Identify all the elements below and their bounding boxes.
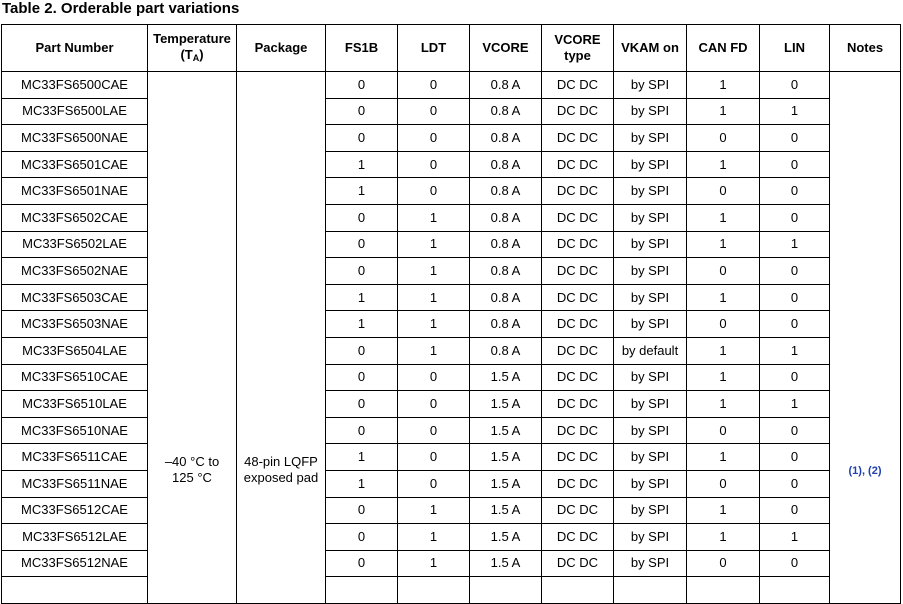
table-body <box>2 72 901 604</box>
part-number-cell: MC33FS6502NAE <box>2 258 148 285</box>
lin-cell: 0 <box>760 258 830 285</box>
canfd-cell: 1 <box>687 204 760 231</box>
part-number-cell: MC33FS6512NAE <box>2 550 148 577</box>
empty-cell <box>614 577 687 604</box>
temperature-range-cell <box>148 72 237 604</box>
vcore-cell: 0.8 A <box>470 258 542 285</box>
ldt-cell: 0 <box>398 417 470 444</box>
lin-cell: 0 <box>760 311 830 338</box>
canfd-cell: 0 <box>687 470 760 497</box>
vkam-cell: by SPI <box>614 178 687 205</box>
vcore-type-cell: DC DC <box>542 151 614 178</box>
vcore-type-cell: DC DC <box>542 470 614 497</box>
header-vcore-type-line2: type <box>564 48 591 63</box>
canfd-cell: 1 <box>687 364 760 391</box>
header-temperature <box>148 25 237 72</box>
table-row-partial <box>2 577 901 604</box>
vcore-type-cell: DC DC <box>542 231 614 258</box>
vcore-cell: 0.8 A <box>470 284 542 311</box>
empty-cell <box>687 577 760 604</box>
vcore-type-cell: DC DC <box>542 178 614 205</box>
vcore-cell: 1.5 A <box>470 391 542 418</box>
lin-cell: 1 <box>760 337 830 364</box>
vcore-cell: 1.5 A <box>470 524 542 551</box>
lin-cell: 0 <box>760 417 830 444</box>
vkam-cell: by SPI <box>614 497 687 524</box>
ldt-cell: 1 <box>398 204 470 231</box>
table-row <box>2 284 901 311</box>
vkam-cell: by SPI <box>614 284 687 311</box>
table-row <box>2 417 901 444</box>
vcore-cell: 1.5 A <box>470 417 542 444</box>
lin-cell: 1 <box>760 524 830 551</box>
ldt-cell: 0 <box>398 391 470 418</box>
fs1b-cell: 0 <box>326 417 398 444</box>
ldt-cell: 1 <box>398 258 470 285</box>
package-line1: 48-pin LQFP <box>244 454 318 469</box>
vkam-cell: by SPI <box>614 470 687 497</box>
vcore-cell: 0.8 A <box>470 311 542 338</box>
table-caption: Table 2. Orderable part variations <box>2 0 240 17</box>
orderable-parts-table <box>1 24 901 604</box>
lin-cell: 0 <box>760 284 830 311</box>
lin-cell: 0 <box>760 550 830 577</box>
fs1b-cell: 0 <box>326 72 398 99</box>
part-number-cell: MC33FS6502CAE <box>2 204 148 231</box>
part-number-cell: MC33FS6510NAE <box>2 417 148 444</box>
lin-cell: 0 <box>760 151 830 178</box>
vcore-cell: 0.8 A <box>470 204 542 231</box>
vkam-cell: by SPI <box>614 311 687 338</box>
notes-cell <box>830 72 901 604</box>
ldt-cell: 0 <box>398 125 470 152</box>
part-number-cell: MC33FS6503NAE <box>2 311 148 338</box>
canfd-cell: 1 <box>687 98 760 125</box>
table-row <box>2 258 901 285</box>
vkam-cell: by SPI <box>614 204 687 231</box>
fs1b-cell: 0 <box>326 364 398 391</box>
vcore-cell: 1.5 A <box>470 497 542 524</box>
vcore-cell: 0.8 A <box>470 337 542 364</box>
canfd-cell: 0 <box>687 125 760 152</box>
ldt-cell: 0 <box>398 364 470 391</box>
vcore-type-cell: DC DC <box>542 337 614 364</box>
vkam-cell: by SPI <box>614 258 687 285</box>
table-row <box>2 391 901 418</box>
vkam-cell: by SPI <box>614 72 687 99</box>
lin-cell: 1 <box>760 231 830 258</box>
vkam-cell: by SPI <box>614 151 687 178</box>
fs1b-cell: 1 <box>326 444 398 471</box>
ldt-cell: 1 <box>398 550 470 577</box>
vcore-type-cell: DC DC <box>542 497 614 524</box>
fs1b-cell: 0 <box>326 337 398 364</box>
ldt-cell: 0 <box>398 178 470 205</box>
vkam-cell: by SPI <box>614 125 687 152</box>
ldt-cell: 0 <box>398 444 470 471</box>
canfd-cell: 0 <box>687 417 760 444</box>
header-vkam: VKAM on <box>614 25 687 72</box>
header-temperature-symbol: (T <box>180 46 193 62</box>
vcore-cell: 0.8 A <box>470 151 542 178</box>
vcore-type-cell: DC DC <box>542 550 614 577</box>
part-number-cell: MC33FS6511NAE <box>2 470 148 497</box>
fs1b-cell: 0 <box>326 258 398 285</box>
fs1b-cell: 1 <box>326 311 398 338</box>
canfd-cell: 1 <box>687 524 760 551</box>
lin-cell: 1 <box>760 98 830 125</box>
ldt-cell: 1 <box>398 284 470 311</box>
fs1b-cell: 1 <box>326 178 398 205</box>
part-number-cell: MC33FS6500CAE <box>2 72 148 99</box>
part-number-cell: MC33FS6510CAE <box>2 364 148 391</box>
ldt-cell: 0 <box>398 151 470 178</box>
vcore-type-cell: DC DC <box>542 204 614 231</box>
ldt-cell: 0 <box>398 470 470 497</box>
lin-cell: 0 <box>760 204 830 231</box>
vcore-cell: 1.5 A <box>470 444 542 471</box>
empty-cell <box>542 577 614 604</box>
vcore-type-cell: DC DC <box>542 417 614 444</box>
header-vcore-type-line1: VCORE <box>554 32 601 47</box>
table-row <box>2 72 901 99</box>
header-temperature-label: Temperature <box>153 30 231 46</box>
header-temperature-subscript: A <box>192 52 200 63</box>
fs1b-cell: 1 <box>326 284 398 311</box>
canfd-cell: 1 <box>687 391 760 418</box>
vkam-cell: by SPI <box>614 391 687 418</box>
canfd-cell: 1 <box>687 337 760 364</box>
vkam-cell: by SPI <box>614 444 687 471</box>
package-cell <box>237 72 326 604</box>
vcore-type-cell: DC DC <box>542 72 614 99</box>
ldt-cell: 1 <box>398 231 470 258</box>
vcore-type-cell: DC DC <box>542 311 614 338</box>
fs1b-cell: 1 <box>326 470 398 497</box>
empty-cell <box>470 577 542 604</box>
fs1b-cell: 0 <box>326 125 398 152</box>
lin-cell: 0 <box>760 125 830 152</box>
vcore-type-cell: DC DC <box>542 391 614 418</box>
part-number-cell: MC33FS6501NAE <box>2 178 148 205</box>
lin-cell: 1 <box>760 391 830 418</box>
table-row <box>2 524 901 551</box>
header-fs1b: FS1B <box>326 25 398 72</box>
fs1b-cell: 0 <box>326 231 398 258</box>
part-number-cell: MC33FS6502LAE <box>2 231 148 258</box>
fs1b-cell: 0 <box>326 524 398 551</box>
vkam-cell: by SPI <box>614 231 687 258</box>
ldt-cell: 0 <box>398 98 470 125</box>
table-row <box>2 364 901 391</box>
ldt-cell: 1 <box>398 337 470 364</box>
vcore-type-cell: DC DC <box>542 125 614 152</box>
table-row <box>2 497 901 524</box>
canfd-cell: 0 <box>687 178 760 205</box>
fs1b-cell: 0 <box>326 497 398 524</box>
vkam-cell: by SPI <box>614 98 687 125</box>
ldt-cell: 1 <box>398 497 470 524</box>
header-row <box>2 25 901 72</box>
fs1b-cell: 1 <box>326 151 398 178</box>
lin-cell: 0 <box>760 470 830 497</box>
vcore-type-cell: DC DC <box>542 98 614 125</box>
canfd-cell: 1 <box>687 444 760 471</box>
header-vcore-type <box>542 25 614 72</box>
package-line2: exposed pad <box>243 470 319 485</box>
vkam-cell: by default <box>614 337 687 364</box>
table-row <box>2 311 901 338</box>
vcore-cell: 0.8 A <box>470 231 542 258</box>
table-row <box>2 178 901 205</box>
canfd-cell: 1 <box>687 72 760 99</box>
empty-cell <box>398 577 470 604</box>
fs1b-cell: 0 <box>326 204 398 231</box>
table-row <box>2 470 901 497</box>
canfd-cell: 0 <box>687 311 760 338</box>
canfd-cell: 1 <box>687 497 760 524</box>
part-number-cell: MC33FS6500NAE <box>2 125 148 152</box>
lin-cell: 0 <box>760 497 830 524</box>
header-temperature-close: ) <box>199 46 204 62</box>
table-row <box>2 151 901 178</box>
header-canfd: CAN FD <box>687 25 760 72</box>
ldt-cell: 1 <box>398 311 470 338</box>
fs1b-cell: 0 <box>326 550 398 577</box>
table-row <box>2 204 901 231</box>
empty-cell <box>760 577 830 604</box>
temperature-range-line2: 125 °C <box>172 470 212 485</box>
vkam-cell: by SPI <box>614 417 687 444</box>
fs1b-cell: 0 <box>326 98 398 125</box>
vcore-type-cell: DC DC <box>542 284 614 311</box>
lin-cell: 0 <box>760 444 830 471</box>
vcore-cell: 1.5 A <box>470 550 542 577</box>
part-number-cell: MC33FS6500LAE <box>2 98 148 125</box>
vcore-cell: 0.8 A <box>470 178 542 205</box>
table-row <box>2 550 901 577</box>
vkam-cell: by SPI <box>614 364 687 391</box>
canfd-cell: 1 <box>687 231 760 258</box>
notes-reference-link[interactable]: (1), (2) <box>848 465 882 477</box>
vkam-cell: by SPI <box>614 550 687 577</box>
part-number-cell: MC33FS6510LAE <box>2 391 148 418</box>
table-row <box>2 231 901 258</box>
vcore-cell: 0.8 A <box>470 125 542 152</box>
table-row <box>2 125 901 152</box>
canfd-cell: 1 <box>687 151 760 178</box>
header-vcore: VCORE <box>470 25 542 72</box>
vcore-type-cell: DC DC <box>542 364 614 391</box>
canfd-cell: 1 <box>687 284 760 311</box>
table-row <box>2 98 901 125</box>
vcore-cell: 1.5 A <box>470 470 542 497</box>
header-part-number: Part Number <box>2 25 148 72</box>
part-number-cell: MC33FS6503CAE <box>2 284 148 311</box>
lin-cell: 0 <box>760 72 830 99</box>
fs1b-cell: 0 <box>326 391 398 418</box>
lin-cell: 0 <box>760 178 830 205</box>
vkam-cell: by SPI <box>614 524 687 551</box>
ldt-cell: 0 <box>398 72 470 99</box>
part-number-cell: MC33FS6501CAE <box>2 151 148 178</box>
temperature-range-line1: –40 °C to <box>164 454 220 469</box>
part-number-cell: MC33FS6512LAE <box>2 524 148 551</box>
table-row <box>2 444 901 471</box>
vcore-type-cell: DC DC <box>542 524 614 551</box>
header-lin: LIN <box>760 25 830 72</box>
vcore-cell: 0.8 A <box>470 72 542 99</box>
ldt-cell: 1 <box>398 524 470 551</box>
vcore-cell: 0.8 A <box>470 98 542 125</box>
header-ldt: LDT <box>398 25 470 72</box>
empty-cell <box>2 577 148 604</box>
table-row <box>2 337 901 364</box>
vcore-type-cell: DC DC <box>542 444 614 471</box>
header-notes: Notes <box>830 25 901 72</box>
canfd-cell: 0 <box>687 550 760 577</box>
part-number-cell: MC33FS6504LAE <box>2 337 148 364</box>
part-number-cell: MC33FS6511CAE <box>2 444 148 471</box>
vcore-cell: 1.5 A <box>470 364 542 391</box>
empty-cell <box>326 577 398 604</box>
canfd-cell: 0 <box>687 258 760 285</box>
part-number-cell: MC33FS6512CAE <box>2 497 148 524</box>
vcore-type-cell: DC DC <box>542 258 614 285</box>
header-package: Package <box>237 25 326 72</box>
lin-cell: 0 <box>760 364 830 391</box>
